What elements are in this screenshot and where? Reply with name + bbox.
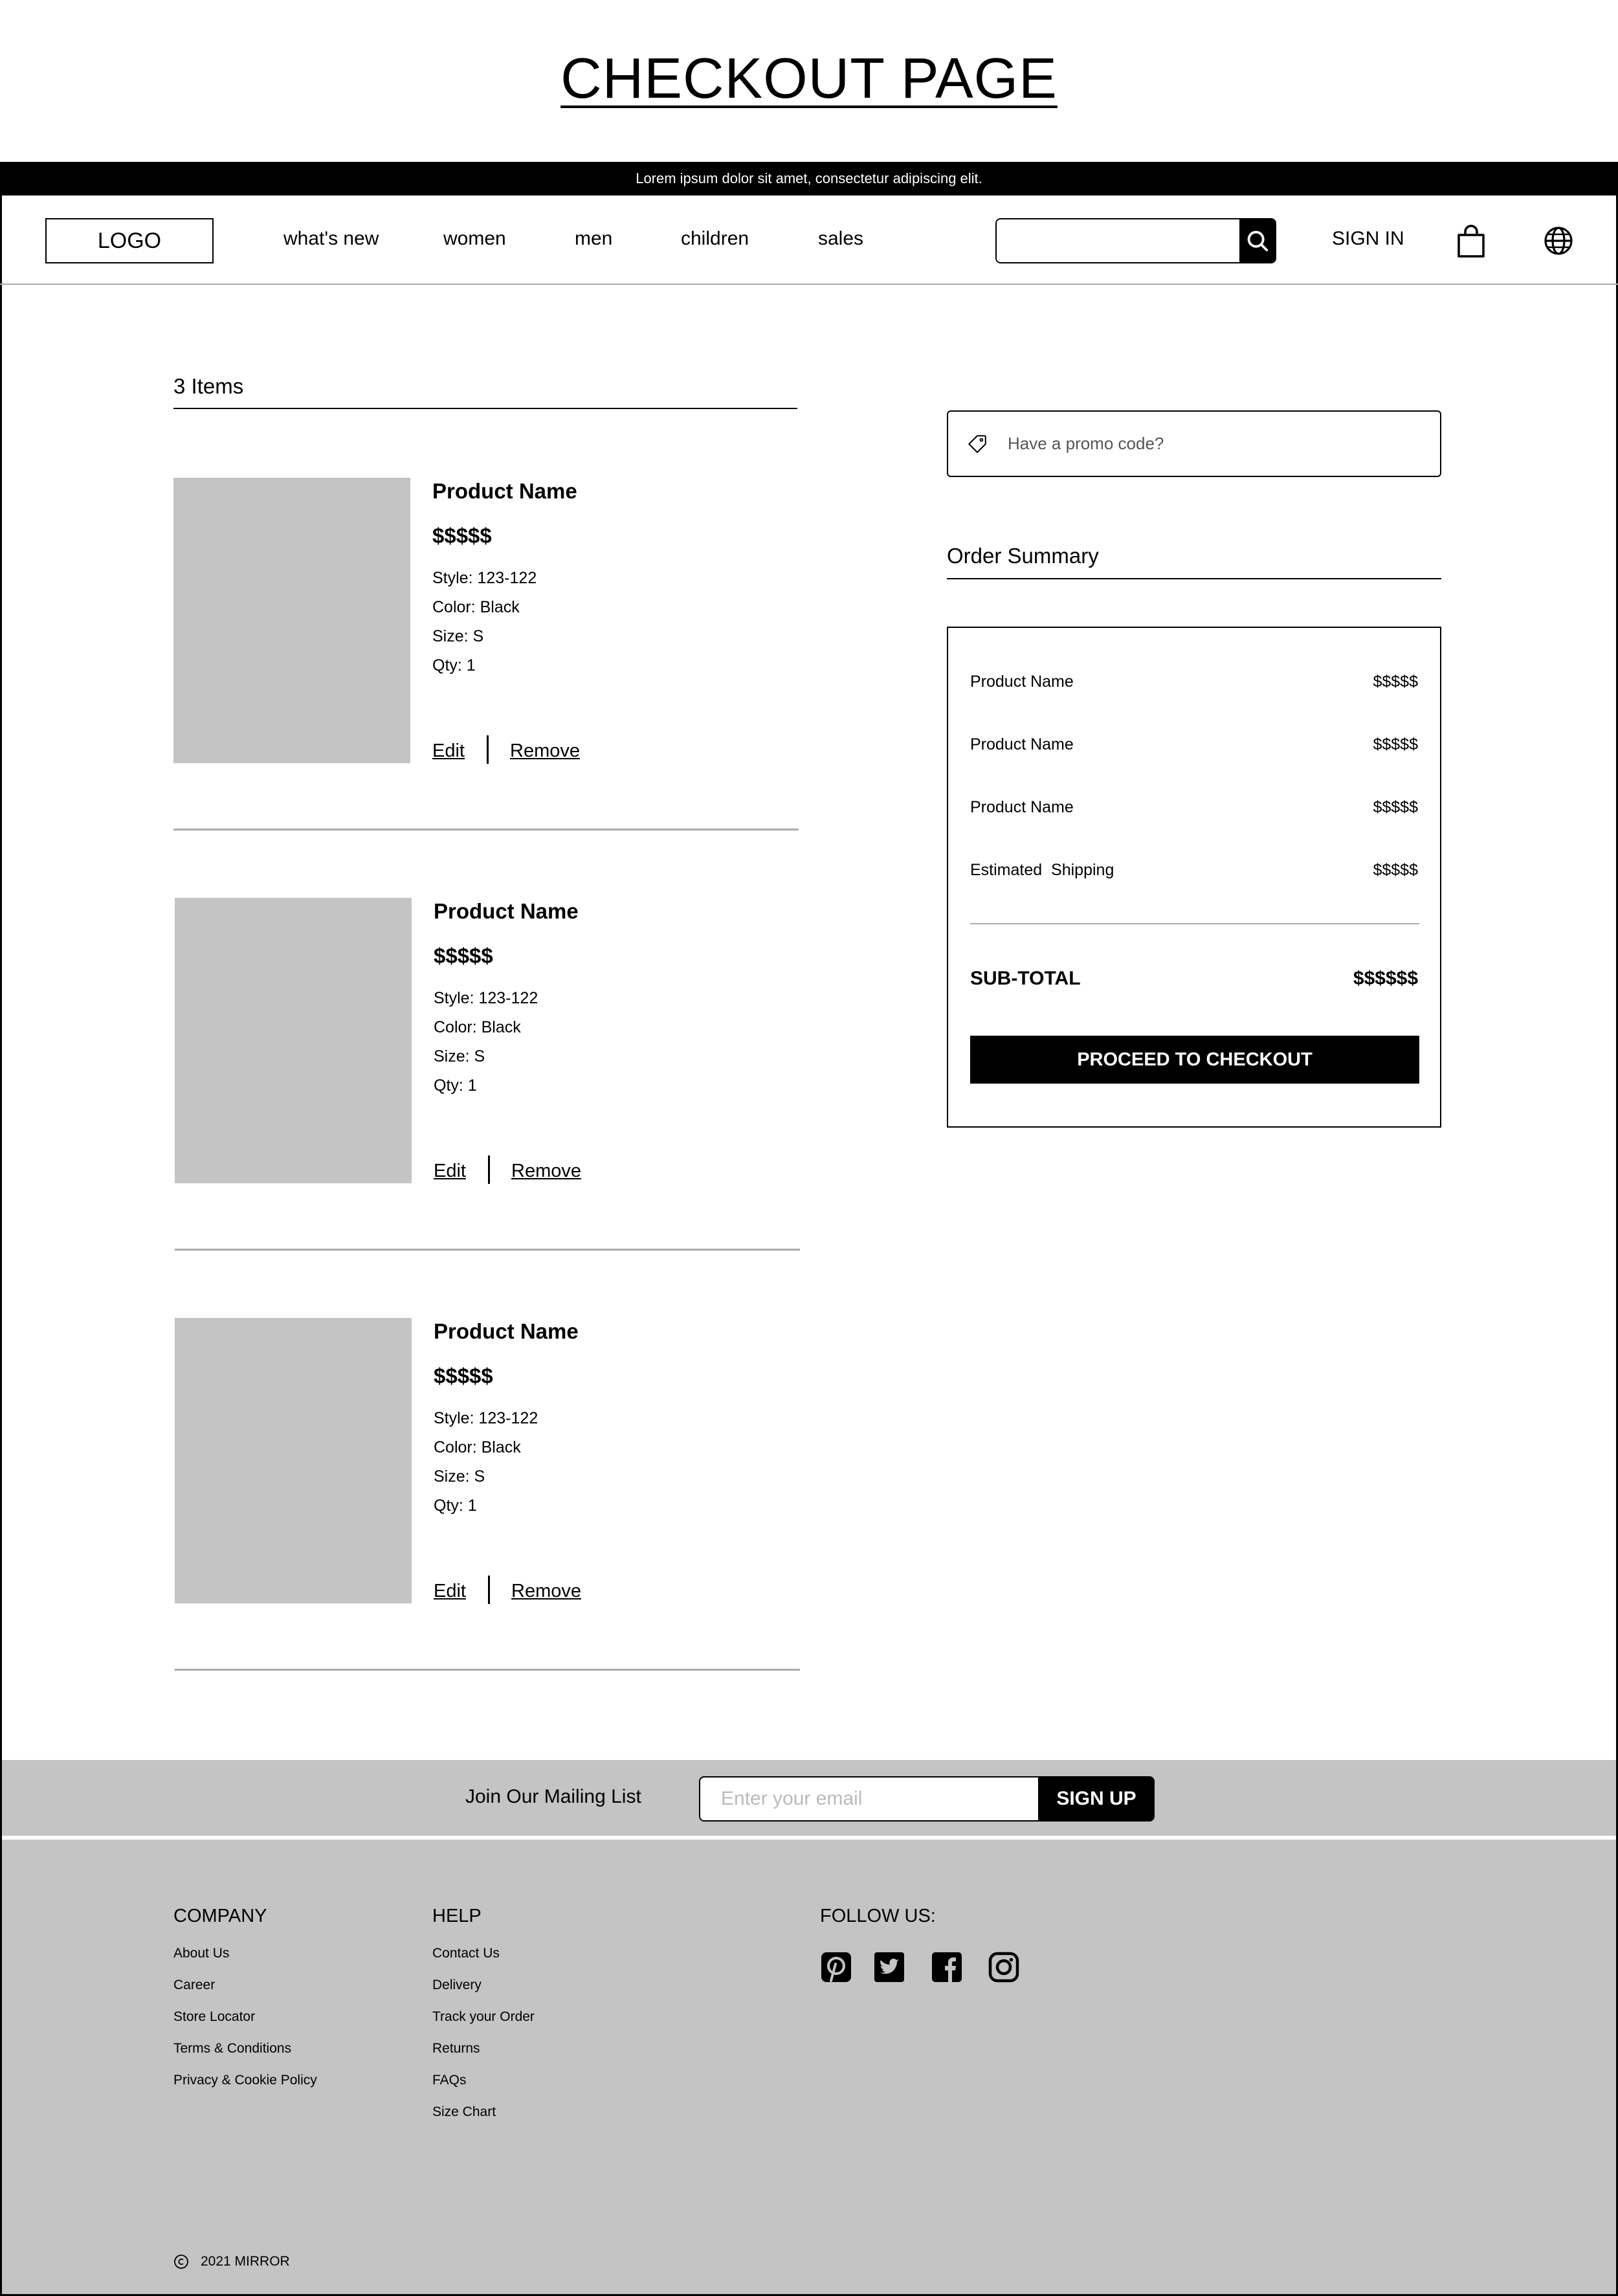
nav-item-sales[interactable]: sales xyxy=(818,228,864,249)
summary-divider xyxy=(970,923,1419,924)
product-style: Style: 123-122 xyxy=(434,989,538,1007)
announcement-bar: Lorem ipsum dolor sit amet, consectetur adipiscing elit. xyxy=(0,162,1618,195)
footer-link-privacy[interactable]: Privacy & Cookie Policy xyxy=(173,2073,317,2088)
summary-line-value: $$$$$ xyxy=(1373,798,1418,816)
product-name[interactable]: Product Name xyxy=(434,1319,579,1343)
promo-code-input[interactable] xyxy=(1008,434,1396,454)
summary-line-label: Product Name xyxy=(970,735,1074,753)
product-style: Style: 123-122 xyxy=(434,1409,538,1427)
subtotal-row xyxy=(970,968,1418,990)
mailing-list-label: Join Our Mailing List xyxy=(465,1786,641,1807)
subtotal-value: $$$$$$ xyxy=(1353,968,1418,989)
footer-link-returns[interactable]: Returns xyxy=(432,2041,480,2056)
cart-item-count: 3 Items xyxy=(173,374,244,398)
product-size: Size: S xyxy=(432,627,484,645)
product-divider xyxy=(173,829,799,830)
footer-follow-title: FOLLOW US: xyxy=(820,1906,936,1926)
product-divider xyxy=(175,1249,800,1251)
footer-link-contact-us[interactable]: Contact Us xyxy=(432,1946,500,1961)
summary-line-label: Product Name xyxy=(970,798,1074,816)
proceed-to-checkout-button[interactable]: PROCEED TO CHECKOUT xyxy=(970,1036,1419,1084)
twitter-icon[interactable] xyxy=(873,1951,905,1983)
product-image[interactable] xyxy=(175,1318,412,1603)
footer-link-career[interactable]: Career xyxy=(173,1978,216,1992)
order-summary-title: Order Summary xyxy=(947,544,1099,568)
summary-shipping-line xyxy=(970,861,1418,880)
copyright-text: 2021 MIRROR xyxy=(201,2254,290,2269)
order-summary-rule xyxy=(947,578,1441,579)
product-price: $$$$$ xyxy=(434,1364,493,1388)
summary-line-value: $$$$$ xyxy=(1373,673,1418,691)
search-input[interactable] xyxy=(997,219,1239,262)
product-name[interactable]: Product Name xyxy=(434,899,579,923)
tag-icon xyxy=(966,433,988,455)
footer-link-track-order[interactable]: Track your Order xyxy=(432,2009,535,2024)
product-divider xyxy=(175,1669,800,1671)
site-footer xyxy=(2,1840,1616,2294)
cart-product xyxy=(173,478,799,814)
remove-link[interactable]: Remove xyxy=(511,1581,581,1601)
cart-header-rule xyxy=(173,408,797,409)
footer-help-title: HELP xyxy=(432,1906,482,1926)
product-style: Style: 123-122 xyxy=(432,569,537,587)
summary-line-value: $$$$$ xyxy=(1373,861,1418,879)
product-color: Color: Black xyxy=(432,598,520,616)
product-image[interactable] xyxy=(173,478,410,763)
remove-link[interactable]: Remove xyxy=(510,741,580,761)
remove-link[interactable]: Remove xyxy=(511,1161,581,1181)
instagram-icon[interactable] xyxy=(988,1951,1020,1983)
product-price: $$$$$ xyxy=(434,944,493,968)
action-separator xyxy=(488,1155,490,1184)
product-qty: Qty: 1 xyxy=(434,1497,477,1515)
footer-link-faqs[interactable]: FAQs xyxy=(432,2073,467,2088)
footer-link-size-chart[interactable]: Size Chart xyxy=(432,2104,496,2119)
copyright-icon xyxy=(173,2254,189,2269)
search-button[interactable] xyxy=(1239,219,1275,262)
footer-link-store-locator[interactable]: Store Locator xyxy=(173,2009,256,2024)
page-title xyxy=(0,45,1618,111)
pinterest-icon[interactable] xyxy=(820,1951,852,1983)
summary-line xyxy=(970,798,1418,817)
summary-line-value: $$$$$ xyxy=(1373,735,1418,753)
site-header xyxy=(0,195,1618,285)
nav-item-children[interactable]: children xyxy=(681,228,749,249)
sign-up-button[interactable]: SIGN UP xyxy=(1038,1776,1155,1822)
copyright xyxy=(173,2254,290,2269)
page-title-text: CHECKOUT PAGE xyxy=(560,46,1058,110)
summary-line xyxy=(970,735,1418,754)
edit-link[interactable]: Edit xyxy=(432,741,465,761)
globe-icon[interactable] xyxy=(1544,226,1573,256)
product-size: Size: S xyxy=(434,1467,485,1486)
action-separator xyxy=(487,735,489,764)
facebook-icon[interactable] xyxy=(931,1951,963,1983)
action-separator xyxy=(488,1576,490,1604)
nav-item-men[interactable]: men xyxy=(575,228,613,249)
logo[interactable]: LOGO xyxy=(45,218,214,263)
product-qty: Qty: 1 xyxy=(434,1076,477,1095)
edit-link[interactable]: Edit xyxy=(434,1581,466,1601)
cart-product xyxy=(175,1318,800,1655)
product-color: Color: Black xyxy=(434,1018,521,1036)
footer-link-terms[interactable]: Terms & Conditions xyxy=(173,2041,292,2056)
edit-link[interactable]: Edit xyxy=(434,1161,466,1181)
subtotal-label: SUB-TOTAL xyxy=(970,968,1081,989)
order-summary-box xyxy=(947,627,1441,1128)
product-size: Size: S xyxy=(434,1047,485,1065)
nav-item-whats-new[interactable]: what's new xyxy=(283,228,379,249)
search-icon xyxy=(1245,228,1270,253)
nav-item-women[interactable]: women xyxy=(443,228,506,249)
email-field[interactable] xyxy=(699,1776,1038,1822)
footer-company-title: COMPANY xyxy=(173,1906,267,1926)
summary-line xyxy=(970,673,1418,691)
product-qty: Qty: 1 xyxy=(432,656,476,674)
cart-product xyxy=(175,898,800,1234)
summary-line-label: Product Name xyxy=(970,673,1074,691)
product-color: Color: Black xyxy=(434,1438,521,1456)
shopping-bag-icon[interactable] xyxy=(1456,225,1486,258)
product-price: $$$$$ xyxy=(432,524,492,548)
search-box xyxy=(995,218,1276,263)
product-name[interactable]: Product Name xyxy=(432,479,577,503)
footer-link-delivery[interactable]: Delivery xyxy=(432,1978,482,1992)
sign-in-link[interactable]: SIGN IN xyxy=(1332,228,1404,249)
summary-line-label: Estimated Shipping xyxy=(970,861,1114,879)
mailing-list-bar xyxy=(2,1760,1616,1838)
footer-link-about-us[interactable]: About Us xyxy=(173,1946,230,1961)
promo-code-field xyxy=(947,410,1441,477)
product-image[interactable] xyxy=(175,898,412,1183)
